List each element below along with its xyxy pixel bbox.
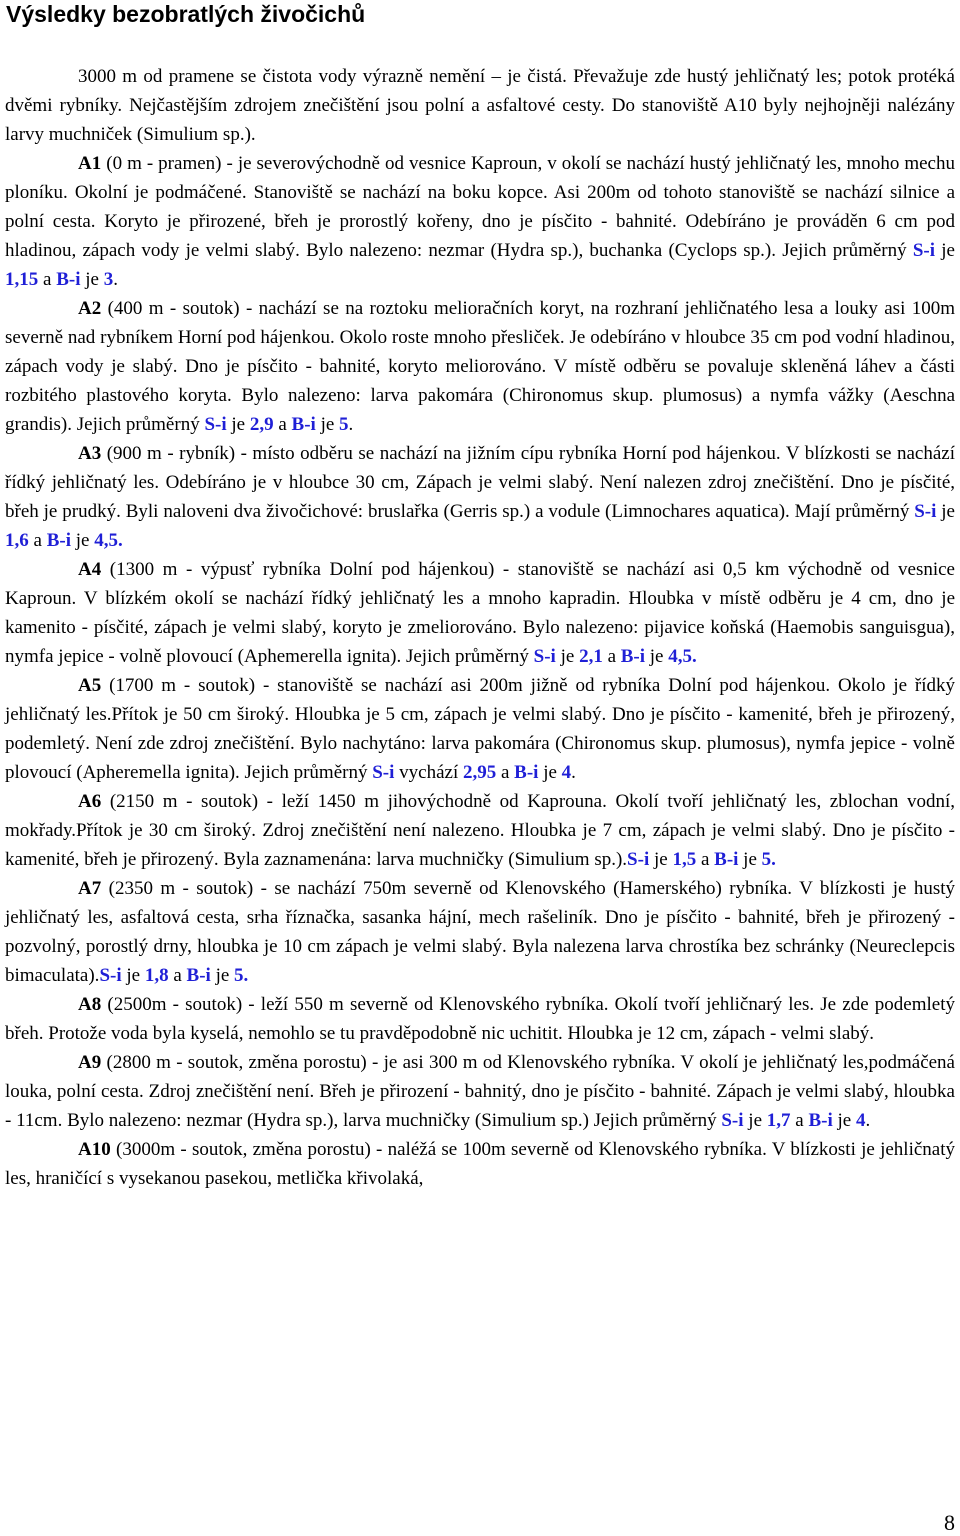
index-value: S-i (533, 646, 556, 667)
paragraph-a10 (5, 1135, 955, 1193)
index-value: 4 (561, 762, 572, 783)
site-label: A6 (78, 791, 102, 812)
index-value: B-i (620, 646, 646, 667)
index-value: 5. (761, 849, 776, 870)
index-value: 5 (339, 414, 349, 435)
text-run: a (696, 849, 715, 870)
text-run: a (496, 762, 515, 783)
text-run: je (936, 501, 955, 522)
text-run: . (113, 269, 118, 290)
site-label: A5 (78, 675, 102, 696)
index-value: 1,8 (144, 965, 169, 986)
text-run: . (348, 414, 354, 435)
index-value: 2,1 (579, 646, 603, 667)
paragraph-a4 (5, 555, 955, 671)
document-body (5, 62, 955, 1193)
index-value: B-i (56, 269, 81, 290)
paragraph-a5 (5, 671, 955, 787)
index-value: B-i (808, 1110, 833, 1131)
index-value: B-i (46, 530, 71, 551)
text-run: (2800 m - soutok, změna porostu) - je asi 300 m od Klenovského rybníka. V okolí je jehličnatý les,podmáčená louka, polní cesta. Zdroj znečištění není. Břeh je přirození - bahnitý, dno je písčito - bahnité. Zápach je velmi slabý, hloubka - 11cm. Bylo nalezeno: nezmar (Hydra sp.), larva muchničky (Simulium sp.) Jejich průměrný (5, 1052, 955, 1131)
text-run: je (555, 646, 580, 667)
index-value: S-i (372, 762, 395, 783)
index-value: 2,9 (249, 414, 274, 435)
text-run: (1700 m - soutok) - stanoviště se nachází asi 200m jižně od rybníka Dolní pod hájenkou. Okolo je řídký jehličnatý les.Přítok je 50 cm široký. Hloubka je 5 cm, zápach je velmi slabý. Dno je písčito - kamenité, břeh je přirozený, podemletý. Není zde zdroj znečištění. Bylo nachytáno: larva pakomára (Chironomus skup. plumosus), nymfa jepice - volně plovoucí (Apheremella ignita). Jejich průměrný (5, 675, 955, 783)
text-run: (400 m - soutok) - nachází se na roztoku melioračních koryt, na rozhraní jehličnatého lesa a louky asi 100m severně nad rybníkem Horní pod hájenkou. Okolo roste mnoho přesliček. Je odebíráno v hloubce 35 cm pod vodní hladinou, zápach vody je slabý. Dno je písčito - bahnité, koryto meliorováno. V místě odběru se povaluje skleněná láhev a části rozbitého plastového koryta. Bylo nalezeno: larva pakomára (Chironomus skup. plumosus) a nymfa vážky (Aeschna grandis). Jejich průměrný (5, 298, 955, 435)
index-value: B-i (714, 849, 739, 870)
index-value: S-i (627, 849, 650, 870)
paragraph-a1 (5, 149, 955, 294)
site-label: A3 (78, 443, 102, 464)
index-value: S-i (914, 501, 937, 522)
text-run: (1300 m - výpusť rybníka Dolní pod hájenkou) - stanoviště se nachází asi 0,5 km východně od vesnice Kaproun. V blízkém okolí se nachází řídký jehličnatý les a mnoho kapradin. Hloubka v místě odběru je 4 cm, dno je kamenito - písčité, zápach je velmi slabý, koryto je zmeliorováno. Bylo nalezeno: pijavice koňská (Haemobis sanguisgua), nymfa jepice - volně plovoucí (Aphemerella ignita). Jejich průměrný (5, 559, 955, 667)
index-value: B-i (186, 965, 211, 986)
index-value: 1,7 (766, 1110, 791, 1131)
site-label: A9 (78, 1052, 102, 1073)
paragraph-a3 (5, 439, 955, 555)
text-run: je (743, 1110, 767, 1131)
text-run: a (273, 414, 292, 435)
index-value: 4,5. (668, 646, 697, 667)
index-value: S-i (204, 414, 227, 435)
site-label: A7 (78, 878, 102, 899)
text-run: je (935, 240, 955, 261)
text-run: je (121, 965, 145, 986)
paragraph-a7 (5, 874, 955, 990)
site-label: A10 (78, 1139, 111, 1160)
text-run: a (38, 269, 57, 290)
index-value: 1,5 (672, 849, 697, 870)
index-value: S-i (721, 1110, 744, 1131)
paragraph-a8 (5, 990, 955, 1048)
index-value: 1,6 (5, 530, 29, 551)
text-run: a (602, 646, 621, 667)
text-run: (2150 m - soutok) - leží 1450 m jihovýchodně od Kaprouna. Okolí tvoří jehličnatý les, zblochan vodní, mokřady.Přítok je 30 cm široký. Zdroj znečištění není nalezeno. Hloubka je 7 cm, zápach je velmi slabý. Dno je písčito - kamenité, břeh je přirozený. Byla zaznamenána: larva muchničky (Simulium sp.). (5, 791, 955, 870)
text-run: 3000 m od pramene se čistota vody výrazně nemění – je čistá. Převažuje zde hustý jehličnatý les; potok protéká dvěmi rybníky. Nejčastějším zdrojem znečištění jsou polní a asfaltové cesty. Do stanoviště A10 byly nejhojněji nalézány larvy muchniček (Simulium sp.). (5, 66, 955, 145)
site-label: A8 (78, 994, 102, 1015)
text-run: a (168, 965, 187, 986)
text-run: je (80, 269, 104, 290)
paragraph-a10-intro (5, 62, 955, 149)
text-run: je (210, 965, 235, 986)
index-value: 2,95 (462, 762, 497, 783)
text-run: (2350 m - soutok) - se nachází 750m severně od Klenovského (Hamerského) rybníka. V blízkosti je hustý jehličnatý les, asfaltová cesta, srha říznačka, sasanka hájní, mech rašeliník. Dno je písčito - bahnité, břeh je přirozený - pozvolný, porostlý drny, hloubka je 10 cm zápach je velmi slabý. Byla nalezena larva chrostíka bez schránky (Neureclepcis bimaculata). (5, 878, 955, 986)
text-run: . (865, 1110, 871, 1131)
text-run: (0 m - pramen) - je severovýchodně od vesnice Kaproun, v okolí se nachází hustý jehličnatý les, mnoho mechu ploníku. Okolní je podmáčené. Stanoviště se nachází na boku kopce. Asi 200m od tohoto stanoviště se nachází silnice a polní cesta. Koryto je přirozené, břeh je prorostlý kořeny, dno je písčito - bahnité. Odebíráno je prováděn 6 cm pod hladinou, zápach vody je velmi slabý. Bylo nalezeno: nezmar (Hydra sp.), buchanka (Cyclops sp.). Jejich průměrný (5, 153, 955, 261)
text-run: je (832, 1110, 856, 1131)
page-heading: Výsledky bezobratlých živočichů (6, 1, 366, 27)
site-label: A2 (78, 298, 102, 319)
text-run: je (649, 849, 673, 870)
text-run: je (645, 646, 669, 667)
page-number: 8 (944, 1510, 955, 1535)
index-value: 4 (855, 1110, 866, 1131)
index-value: B-i (514, 762, 539, 783)
index-value: S-i (99, 965, 122, 986)
paragraph-a2 (5, 294, 955, 439)
site-label: A1 (78, 153, 102, 174)
text-run: je (226, 414, 250, 435)
index-value: 4,5. (94, 530, 123, 551)
index-value: 3 (103, 269, 114, 290)
text-run: je (738, 849, 762, 870)
index-value: 5. (234, 965, 249, 986)
text-run: a (28, 530, 47, 551)
index-value: S-i (912, 240, 936, 261)
text-run: (2500m - soutok) - leží 550 m severně od Klenovského rybníka. Okolí tvoří jehličnarý les. Je zde podemletý břeh. Protože voda byla kyselá, nemohlo se tu pravděpodobně nic uchitit. Hloubka je 12 cm, zápach - velmi slabý. (5, 994, 955, 1044)
paragraph-a6 (5, 787, 955, 874)
index-value: 1,15 (5, 269, 39, 290)
text-run: je (70, 530, 95, 551)
site-label: A4 (78, 559, 102, 580)
text-run: je (538, 762, 562, 783)
text-run: vychází (394, 762, 463, 783)
text-run: je (315, 414, 340, 435)
paragraph-a9 (5, 1048, 955, 1135)
text-run: a (790, 1110, 809, 1131)
text-run: (3000m - soutok, změna porostu) - naléžá se 100m severně od Klenovského rybníka. V blízkosti je jehličnatý les, hraničící s vysekanou pasekou, metlička křivolaká, (5, 1139, 955, 1189)
text-run: (900 m - rybník) - místo odběru se nachází na jižním cípu rybníka Horní pod hájenkou. V blízkosti se nachází řídký jehličnatý les. Odebíráno je v hloubce 30 cm, Zápach je velmi slabý. Není nalezen zdroj znečištění. Dno je písčité, břeh je prudký. Byli naloveni dva živočichové: bruslařka (Gerris sp.) a vodule (Limnochares aquatica). Mají průměrný (5, 443, 955, 522)
text-run: . (571, 762, 576, 783)
index-value: B-i (291, 414, 316, 435)
